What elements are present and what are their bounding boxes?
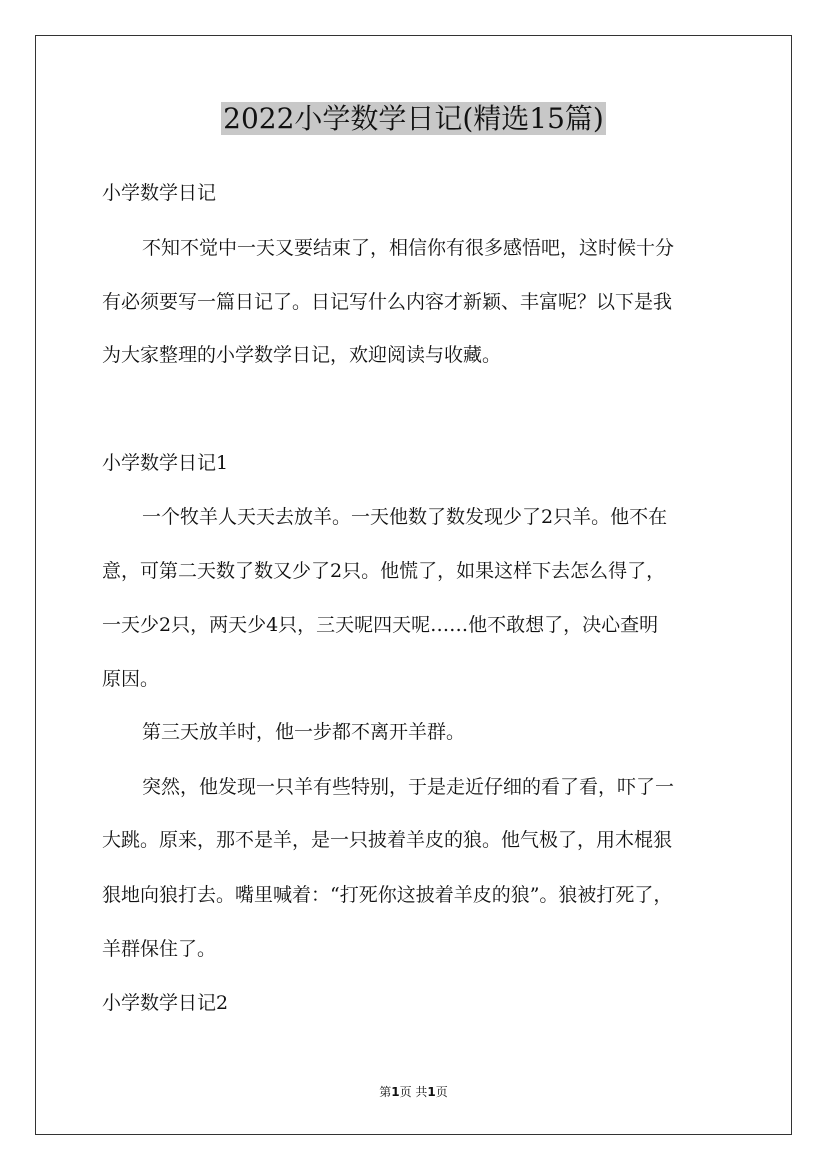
section1-paragraph-line: 一天少2只，两天少4只，三天呢四天呢……他不敢想了，决心查明 — [102, 614, 659, 636]
section1-paragraph-line: 第三天放羊时，他一步都不离开羊群。 — [142, 721, 466, 743]
section-heading-1: 小学数学日记1 — [102, 452, 229, 474]
footer-page-prefix: 第 — [379, 1085, 392, 1099]
intro-paragraph-line: 为大家整理的小学数学日记，欢迎阅读与收藏。 — [102, 344, 502, 366]
intro-paragraph-line: 有必须要写一篇日记了。日记写什么内容才新颖、丰富呢？以下是我 — [102, 291, 673, 313]
section1-paragraph-line: 突然，他发现一只羊有些特别，于是走近仔细的看了看，吓了一 — [142, 776, 675, 798]
section1-paragraph-line: 一个牧羊人天天去放羊。一天他数了数发现少了2只羊。他不在 — [142, 506, 668, 528]
section1-paragraph-line: 大跳。原来，那不是羊，是一只披着羊皮的狼。他气极了，用木棍狠 — [102, 829, 673, 851]
section1-paragraph-line: 羊群保住了。 — [102, 938, 217, 960]
document-title — [0, 98, 827, 140]
section1-paragraph-line: 原因。 — [102, 668, 160, 690]
page-footer — [0, 1084, 827, 1100]
footer-page-suffix: 页 — [435, 1085, 448, 1099]
intro-heading: 小学数学日记 — [102, 182, 217, 204]
intro-paragraph-line: 不知不觉中一天又要结束了，相信你有很多感悟吧，这时候十分 — [142, 237, 675, 259]
section1-paragraph-line: 狠地向狼打去。嘴里喊着：“打死你这披着羊皮的狼”。狼被打死了， — [102, 884, 673, 906]
section1-paragraph-line: 意，可第二天数了数又少了2只。他慌了，如果这样下去怎么得了， — [102, 560, 666, 582]
document-title-text: 2022小学数学日记(精选15篇) — [223, 102, 604, 135]
footer-page-mid: 页 共 — [399, 1085, 428, 1099]
section-heading-2: 小学数学日记2 — [102, 992, 229, 1014]
footer-page-total: 1 — [427, 1085, 436, 1099]
footer-page-current: 1 — [391, 1085, 400, 1099]
